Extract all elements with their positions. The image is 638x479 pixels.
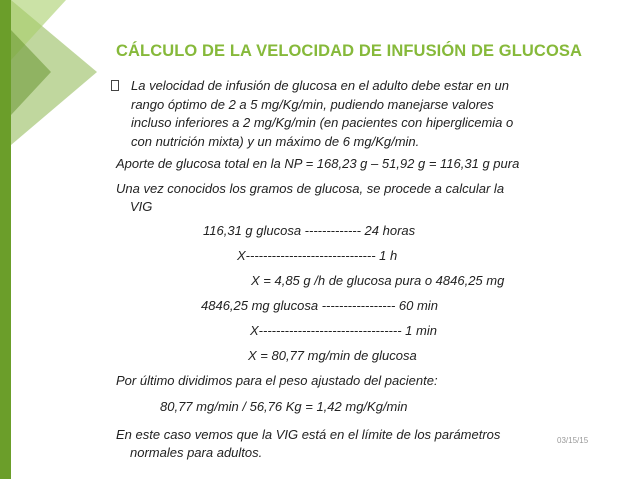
slide-date: 03/15/15: [557, 436, 589, 445]
conclusion-line: normales para adultos.: [130, 445, 263, 460]
bullet-line: rango óptimo de 2 a 5 mg/Kg/min, pudiendo manejarse valores: [131, 96, 494, 112]
slide-title: CÁLCULO DE LA VELOCIDAD DE INFUSIÓN DE GLUCOSA: [116, 42, 582, 60]
aporte-line: Aporte de glucosa total en la NP = 168,23 g – 51,92 g = 116,31 g pura: [116, 156, 520, 171]
weight-intro: Por último dividimos para el peso ajustado del paciente:: [116, 373, 438, 388]
bullet-paragraph: [131, 77, 513, 151]
calc-line: X = 4,85 g /h de glucosa pura o 4846,25 mg: [251, 273, 505, 288]
calc-line: 4846,25 mg glucosa ----------------- 60 min: [201, 298, 438, 313]
weight-calc: 80,77 mg/min / 56,76 Kg = 1,42 mg/Kg/min: [160, 399, 408, 414]
calc-line: X--------------------------------- 1 min: [250, 323, 437, 338]
bullet-box-icon: [111, 80, 119, 91]
calc-result: X = 80,77 mg/min de glucosa: [248, 348, 417, 363]
bullet-line: La velocidad de infusión de glucosa en el adulto debe estar en un: [131, 78, 510, 93]
calc-line: X------------------------------ 1 h: [237, 248, 398, 263]
calc-line: 116,31 g glucosa ------------- 24 horas: [203, 223, 416, 238]
bullet-line: con nutrición mixta) y un máximo de 6 mg/Kg/min.: [131, 133, 420, 149]
accent-bar: [0, 0, 11, 479]
triangle-decoration: [11, 0, 97, 145]
vig-intro-line: VIG: [130, 199, 153, 214]
vig-intro-line: Una vez conocidos los gramos de glucosa, se procede a calcular la: [116, 181, 505, 196]
conclusion-line: En este caso vemos que la VIG está en el límite de los parámetros: [116, 427, 501, 442]
bullet-line: incluso inferiores a 2 mg/Kg/min (en pacientes con hiperglicemia o: [131, 115, 514, 130]
